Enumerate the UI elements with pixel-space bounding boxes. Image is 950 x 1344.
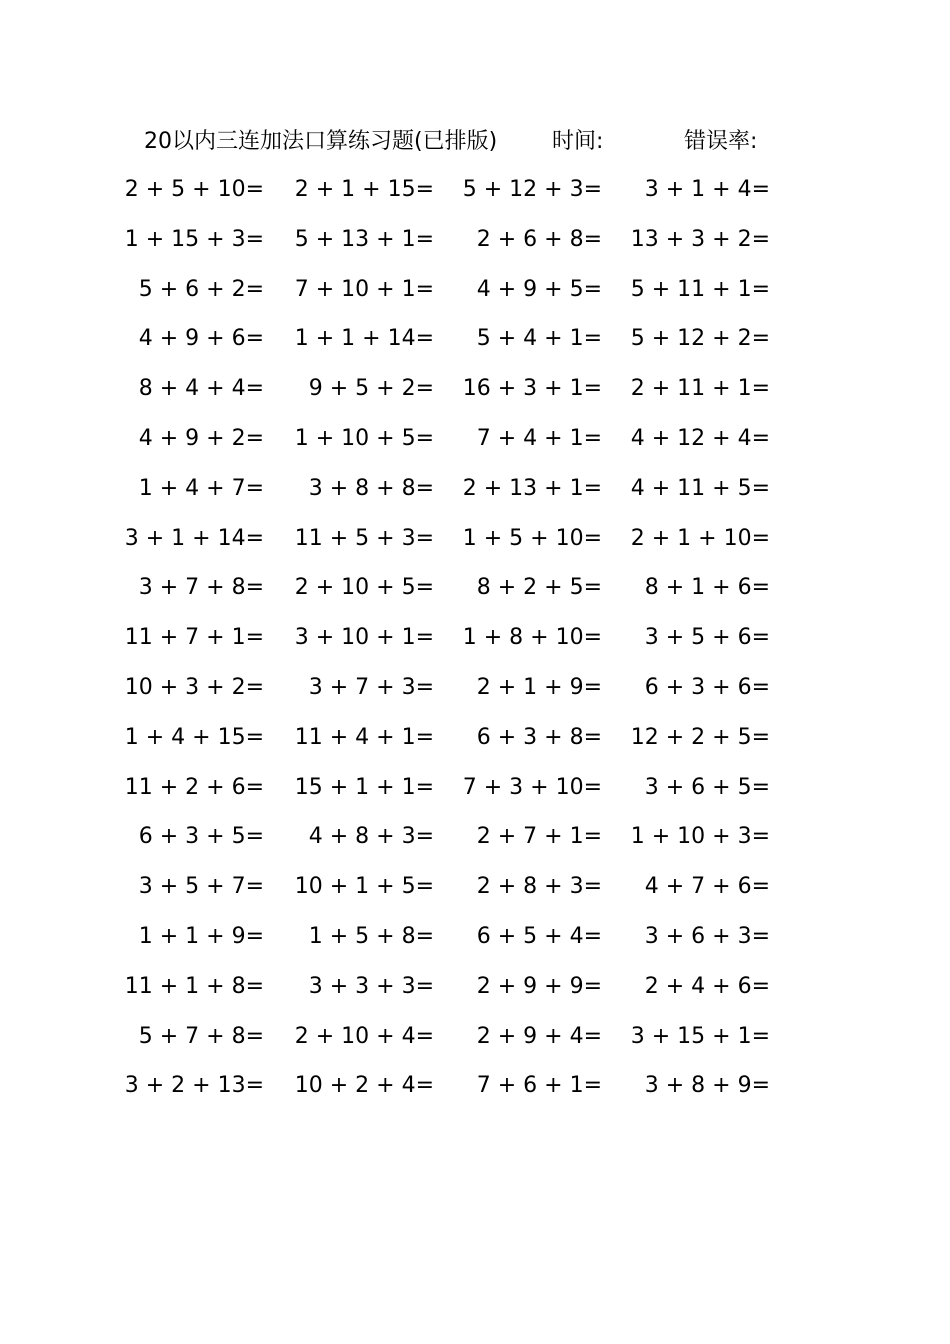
addition-problem: 1 + 10 + 3= — [630, 824, 770, 850]
problem-row — [0, 469, 950, 519]
problem-row — [0, 867, 950, 917]
addition-problem: 3 + 5 + 6= — [644, 625, 770, 651]
addition-problem: 5 + 13 + 1= — [294, 226, 434, 252]
addition-problem: 7 + 4 + 1= — [476, 425, 602, 451]
addition-problem: 11 + 5 + 3= — [294, 525, 434, 551]
addition-problem: 10 + 2 + 4= — [294, 1073, 434, 1099]
addition-problem: 5 + 11 + 1= — [630, 276, 770, 302]
addition-problem: 1 + 1 + 14= — [294, 326, 434, 352]
addition-problem: 6 + 3 + 5= — [138, 824, 264, 850]
addition-problem: 6 + 3 + 6= — [644, 674, 770, 700]
problem-row — [0, 270, 950, 320]
problem-row — [0, 1017, 950, 1067]
addition-problem: 8 + 1 + 6= — [644, 575, 770, 601]
addition-problem: 10 + 3 + 2= — [124, 674, 264, 700]
addition-problem: 3 + 2 + 13= — [124, 1073, 264, 1099]
addition-problem: 4 + 11 + 5= — [630, 475, 770, 501]
problem-row — [0, 618, 950, 668]
problem-row — [0, 319, 950, 369]
problem-row — [0, 519, 950, 569]
addition-problem: 16 + 3 + 1= — [462, 376, 602, 402]
addition-problem: 1 + 10 + 5= — [294, 425, 434, 451]
problem-row — [0, 220, 950, 270]
addition-problem: 3 + 8 + 9= — [644, 1073, 770, 1099]
addition-problem: 3 + 1 + 4= — [644, 177, 770, 202]
addition-problem: 2 + 10 + 4= — [294, 1023, 434, 1049]
problem-row — [0, 1066, 950, 1116]
problem-row — [0, 817, 950, 867]
problem-row — [0, 668, 950, 718]
addition-problem: 3 + 1 + 14= — [124, 525, 264, 551]
problem-row — [0, 768, 950, 818]
error-rate-label: 错误率: — [684, 129, 758, 154]
problem-row — [0, 917, 950, 967]
addition-problem: 4 + 9 + 5= — [476, 276, 602, 302]
addition-problem: 3 + 7 + 3= — [308, 674, 434, 700]
worksheet-header — [144, 124, 784, 160]
problem-row — [0, 568, 950, 618]
addition-problem: 2 + 8 + 3= — [476, 874, 602, 900]
addition-problem: 8 + 2 + 5= — [476, 575, 602, 601]
addition-problem: 2 + 13 + 1= — [462, 475, 602, 501]
addition-problem: 2 + 5 + 10= — [124, 177, 264, 202]
addition-problem: 1 + 5 + 8= — [308, 923, 434, 949]
addition-problem: 2 + 6 + 8= — [476, 226, 602, 252]
addition-problem: 5 + 7 + 8= — [138, 1023, 264, 1049]
addition-problem: 15 + 1 + 1= — [294, 774, 434, 800]
addition-problem: 1 + 1 + 9= — [138, 923, 264, 949]
addition-problem: 5 + 12 + 2= — [630, 326, 770, 352]
problem-row — [0, 369, 950, 419]
problem-grid — [0, 170, 950, 1116]
addition-problem: 1 + 8 + 10= — [462, 625, 602, 651]
addition-problem: 2 + 9 + 4= — [476, 1023, 602, 1049]
addition-problem: 2 + 1 + 9= — [476, 674, 602, 700]
problem-row — [0, 967, 950, 1017]
addition-problem: 3 + 5 + 7= — [138, 874, 264, 900]
addition-problem: 4 + 8 + 3= — [308, 824, 434, 850]
addition-problem: 11 + 4 + 1= — [294, 724, 434, 750]
addition-problem: 7 + 10 + 1= — [294, 276, 434, 302]
time-label: 时间: — [552, 129, 604, 154]
addition-problem: 2 + 9 + 9= — [476, 973, 602, 999]
addition-problem: 11 + 7 + 1= — [124, 625, 264, 651]
addition-problem: 12 + 2 + 5= — [630, 724, 770, 750]
addition-problem: 10 + 1 + 5= — [294, 874, 434, 900]
addition-problem: 7 + 6 + 1= — [476, 1073, 602, 1099]
addition-problem: 4 + 12 + 4= — [630, 425, 770, 451]
problem-row — [0, 170, 950, 220]
addition-problem: 2 + 10 + 5= — [294, 575, 434, 601]
addition-problem: 3 + 3 + 3= — [308, 973, 434, 999]
addition-problem: 3 + 6 + 3= — [644, 923, 770, 949]
addition-problem: 6 + 3 + 8= — [476, 724, 602, 750]
addition-problem: 1 + 4 + 7= — [138, 475, 264, 501]
addition-problem: 3 + 6 + 5= — [644, 774, 770, 800]
addition-problem: 4 + 7 + 6= — [644, 874, 770, 900]
addition-problem: 4 + 9 + 6= — [138, 326, 264, 352]
addition-problem: 1 + 5 + 10= — [462, 525, 602, 551]
addition-problem: 13 + 3 + 2= — [630, 226, 770, 252]
addition-problem: 9 + 5 + 2= — [308, 376, 434, 402]
problem-row — [0, 419, 950, 469]
addition-problem: 1 + 15 + 3= — [124, 226, 264, 252]
addition-problem: 2 + 4 + 6= — [644, 973, 770, 999]
addition-problem: 3 + 7 + 8= — [138, 575, 264, 601]
addition-problem: 6 + 5 + 4= — [476, 923, 602, 949]
problem-row — [0, 718, 950, 768]
addition-problem: 4 + 9 + 2= — [138, 425, 264, 451]
addition-problem: 8 + 4 + 4= — [138, 376, 264, 402]
addition-problem: 2 + 11 + 1= — [630, 376, 770, 402]
worksheet-title: 20以内三连加法口算练习题(已排版) — [144, 129, 498, 154]
addition-problem: 5 + 12 + 3= — [462, 177, 602, 202]
addition-problem: 2 + 7 + 1= — [476, 824, 602, 850]
addition-problem: 3 + 8 + 8= — [308, 475, 434, 501]
addition-problem: 11 + 1 + 8= — [124, 973, 264, 999]
addition-problem: 1 + 4 + 15= — [124, 724, 264, 750]
addition-problem: 3 + 10 + 1= — [294, 625, 434, 651]
addition-problem: 2 + 1 + 15= — [294, 177, 434, 202]
addition-problem: 5 + 6 + 2= — [138, 276, 264, 302]
addition-problem: 3 + 15 + 1= — [630, 1023, 770, 1049]
addition-problem: 7 + 3 + 10= — [462, 774, 602, 800]
addition-problem: 2 + 1 + 10= — [630, 525, 770, 551]
addition-problem: 11 + 2 + 6= — [124, 774, 264, 800]
addition-problem: 5 + 4 + 1= — [476, 326, 602, 352]
